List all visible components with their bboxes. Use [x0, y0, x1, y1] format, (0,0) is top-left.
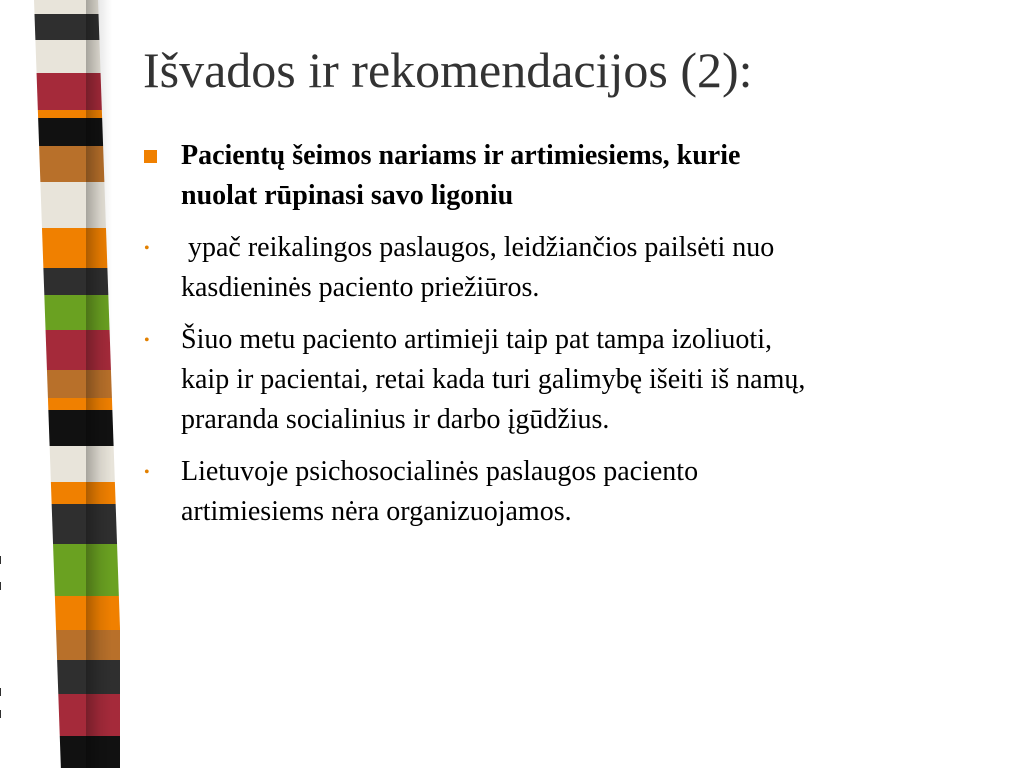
dot-bullet-icon: • [144, 240, 150, 257]
dot-bullet-icon: • [144, 332, 150, 349]
bullet-item-2 [144, 228, 994, 308]
slide-title: Išvados ir rekomendacijos (2): [143, 42, 753, 98]
bullet-text: Šiuo metu paciento artimieji taip pat tampa izoliuoti, kaip ir pacientai, retai kada turi galimybę išeiti iš namų, praranda socialinius ir darbo įgūdžius. [181, 324, 806, 435]
bullet-text: Lietuvoje psichosocialinės paslaugos paciento artimiesiems nėra organizuojamos. [181, 456, 699, 527]
edge-tick-mark [0, 556, 1, 564]
bullet-text: ypač reikalingos paslaugos, leidžiančios pailsėti nuo kasdieninės paciento priežiūros. [181, 232, 775, 303]
bullet-list [144, 136, 994, 544]
bullet-item-1 [144, 136, 994, 216]
square-bullet-icon [144, 150, 157, 163]
bullet-text: Pacientų šeimos nariams ir artimiesiems, kurie nuolat rūpinasi savo ligoniu [181, 140, 741, 211]
dot-bullet-icon: • [144, 464, 150, 481]
bullet-item-4 [144, 452, 994, 532]
stripe-shadow [86, 0, 112, 768]
edge-tick-mark [0, 710, 1, 718]
edge-tick-mark [0, 688, 1, 696]
edge-tick-mark [0, 582, 1, 590]
bullet-item-3 [144, 320, 994, 440]
